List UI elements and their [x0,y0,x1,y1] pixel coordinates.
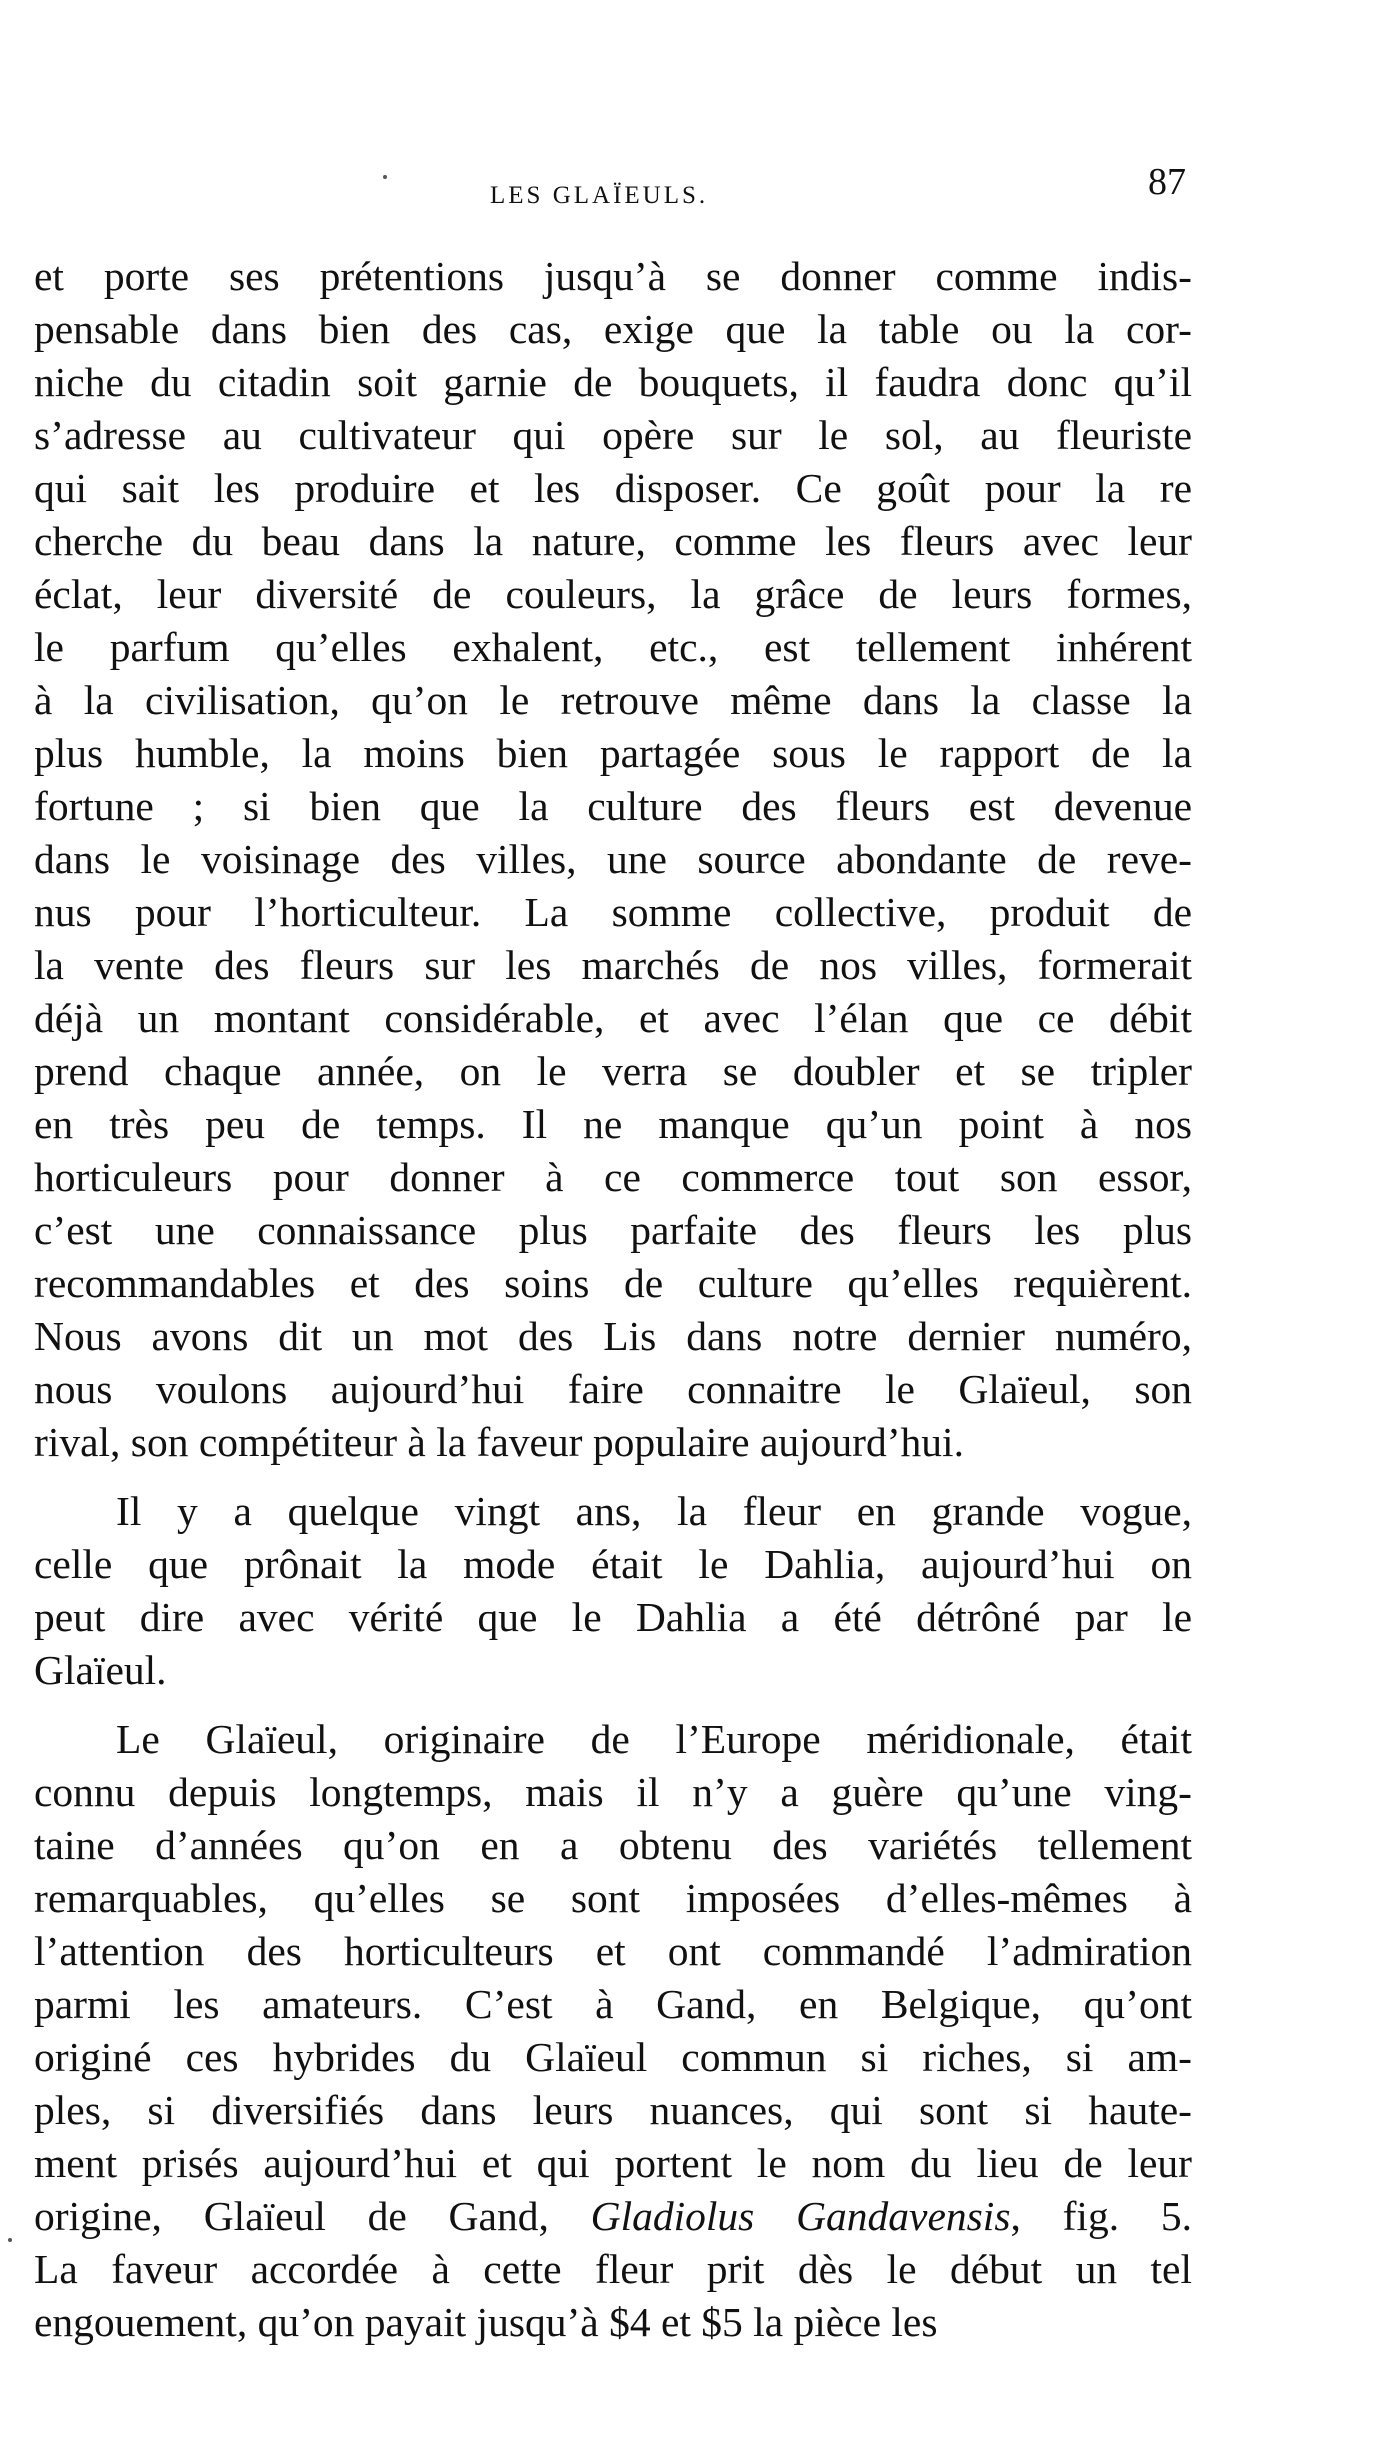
text-line: l’attention des horticulteurs et ont commandé l’admiration [34,1928,1192,1974]
text-line: Nous avons dit un mot des Lis dans notre dernier numéro, [34,1313,1192,1359]
text-line: le parfum qu’elles exhalent, etc., est tellement inhérent [34,624,1192,670]
text-line: nous voulons aujourd’hui faire connaitre le Glaïeul, son [34,1366,1192,1412]
text-line: niche du citadin soit garnie de bouquets, il faudra donc qu’il [34,359,1192,405]
text-line: Glaïeul. [34,1647,167,1693]
text-line: éclat, leur diversité de couleurs, la grâce de leurs formes, [34,571,1192,617]
paragraph-gap [34,1469,1192,1485]
running-title: LES GLAÏEULS. [490,182,709,209]
paragraph [34,250,1192,1469]
text-line: engouement, qu’on payait jusqu’à $4 et $5 la pièce les [34,2299,938,2345]
text-line: c’est une connaissance plus parfaite des fleurs les plus [34,1207,1192,1253]
text-line: rival, son compétiteur à la faveur populaire aujourd’hui. [34,1419,964,1465]
text-line: et porte ses prétentions jusqu’à se donner comme indis- [34,253,1192,299]
text-line: plus humble, la moins bien partagée sous le rapport de la [34,730,1192,776]
text-line: connu depuis longtemps, mais il n’y a guère qu’une ving- [34,1769,1192,1815]
text-line: la vente des fleurs sur les marchés de nos villes, formerait [34,942,1192,988]
text-line: taine d’années qu’on en a obtenu des variétés tellement [34,1822,1192,1868]
text-line: cherche du beau dans la nature, comme les fleurs avec leur [34,518,1192,564]
text-line: déjà un montant considérable, et avec l’élan que ce débit [34,995,1192,1041]
text-line: parmi les amateurs. C’est à Gand, en Belgique, qu’ont [34,1981,1192,2027]
paragraph [34,1485,1192,1697]
paragraph-gap [34,1697,1192,1713]
text-line: à la civilisation, qu’on le retrouve même dans la classe la [34,677,1192,723]
text-line: nus pour l’horticulteur. La somme collective, produit de [34,889,1192,935]
text-line: originé ces hybrides du Glaïeul commun si riches, si am- [34,2034,1192,2080]
print-speck [8,2238,12,2242]
latin-name: Gladiolus Gandavensis [590,2193,1011,2239]
text-line: La faveur accordée à cette fleur prit dès le début un tel [34,2246,1192,2292]
text-line: peut dire avec vérité que le Dahlia a été détrôné par le [34,1594,1192,1640]
text-line: s’adresse au cultivateur qui opère sur le sol, au fleuriste [34,412,1192,458]
text-line: qui sait les produire et les disposer. Ce goût pour la re [34,465,1192,511]
text-line: origine, Glaïeul de Gand, Gladiolus Gandavensis, fig. 5. [34,2193,1192,2239]
text-line: recommandables et des soins de culture qu’elles requièrent. [34,1260,1192,1306]
text-line: en très peu de temps. Il ne manque qu’un point à nos [34,1101,1192,1147]
print-speck [383,175,387,179]
text-line: ples, si diversifiés dans leurs nuances, qui sont si haute- [34,2087,1192,2133]
text-line: fortune ; si bien que la culture des fleurs est devenue [34,783,1192,829]
paragraph [34,1713,1192,2349]
page-number: 87 [1148,161,1186,203]
text-line: Le Glaïeul, originaire de l’Europe méridionale, était [116,1716,1192,1762]
text-line: Il y a quelque vingt ans, la fleur en grande vogue, [116,1488,1192,1534]
text-line: celle que prônait la mode était le Dahlia, aujourd’hui on [34,1541,1192,1587]
body-text [34,250,1192,2349]
text-line: pensable dans bien des cas, exige que la table ou la cor- [34,306,1192,352]
text-line: horticuleurs pour donner à ce commerce tout son essor, [34,1154,1192,1200]
page-header [0,160,1396,210]
text-line: ment prisés aujourd’hui et qui portent le nom du lieu de leur [34,2140,1192,2186]
text-line: prend chaque année, on le verra se doubler et se tripler [34,1048,1192,1094]
text-line: dans le voisinage des villes, une source abondante de reve- [34,836,1192,882]
text-line: remarquables, qu’elles se sont imposées d’elles-mêmes à [34,1875,1192,1921]
